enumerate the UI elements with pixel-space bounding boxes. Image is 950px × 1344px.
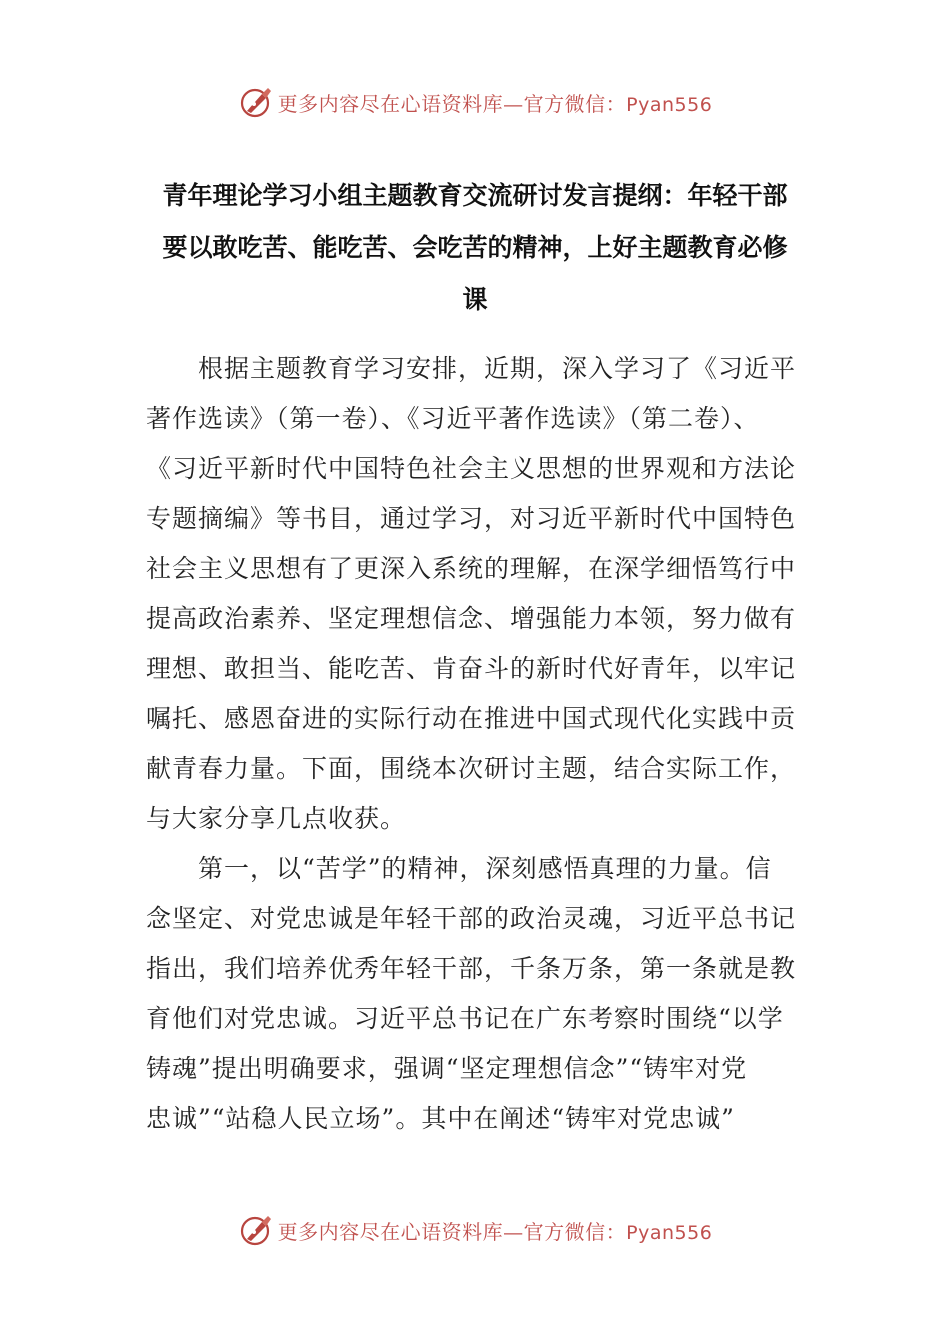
paragraph-line: 专题摘编》等书目，通过学习，对习近平新时代中国特色 [146,504,797,533]
pen-nib-logo-icon [238,84,274,120]
paragraph-line: 铸魂”提出明确要求，强调“坚定理想信念”“铸牢对党 [146,1054,748,1083]
paragraph-line: 献青春力量。下面，围绕本次研讨主题，结合实际工作， [146,754,797,783]
banner-text: 更多内容尽在心语资料库—官方微信：Pyan556 [277,1219,713,1244]
paragraph-line: 根据主题教育学习安排，近期，深入学习了《习近平 [198,354,797,383]
paragraph-line: 第一，以“苦学”的精神，深刻感悟真理的力量。信 [198,854,772,883]
pen-nib-logo-icon [238,1212,274,1248]
paragraph-line: 指出，我们培养优秀年轻干部，千条万条，第一条就是教 [146,954,797,983]
header-banner [0,82,950,122]
paragraph-line: 社会主义思想有了更深入系统的理解，在深学细悟笃行中 [146,554,797,583]
document-title-line-2: 要以敢吃苦、能吃苦、会吃苦的精神，上好主题教育必修 [162,233,788,262]
banner-text: 更多内容尽在心语资料库—官方微信：Pyan556 [277,91,713,116]
paragraph-line: 与大家分享几点收获。 [146,804,407,833]
banner-wechat-id: Pyan556 [626,1221,713,1244]
paragraph-line: 嘱托、感恩奋进的实际行动在推进中国式现代化实践中贡 [146,704,797,733]
document-title-line-1: 青年理论学习小组主题教育交流研讨发言提纲：年轻干部 [162,181,788,210]
paragraph-line: 著作选读》（第一卷）、《习近平著作选读》（第二卷）、 [146,404,760,433]
banner-wechat-id: Pyan556 [626,93,713,116]
paragraph-line: 提高政治素养、坚定理想信念、增强能力本领，努力做有 [146,604,797,633]
paragraph-line: 育他们对党忠诚。习近平总书记在广东考察时围绕“以学 [146,1004,784,1033]
footer-banner [0,1210,950,1250]
paragraph-line: 理想、敢担当、能吃苦、肯奋斗的新时代好青年，以牢记 [146,654,797,683]
paragraph-line: 忠诚”“站稳人民立场”。其中在阐述“铸牢对党忠诚” [146,1104,735,1133]
paragraph-line: 念坚定、对党忠诚是年轻干部的政治灵魂，习近平总书记 [146,904,797,933]
paragraph-line: 《习近平新时代中国特色社会主义思想的世界观和方法论 [146,454,797,483]
document-title-line-3: 课 [462,285,488,314]
